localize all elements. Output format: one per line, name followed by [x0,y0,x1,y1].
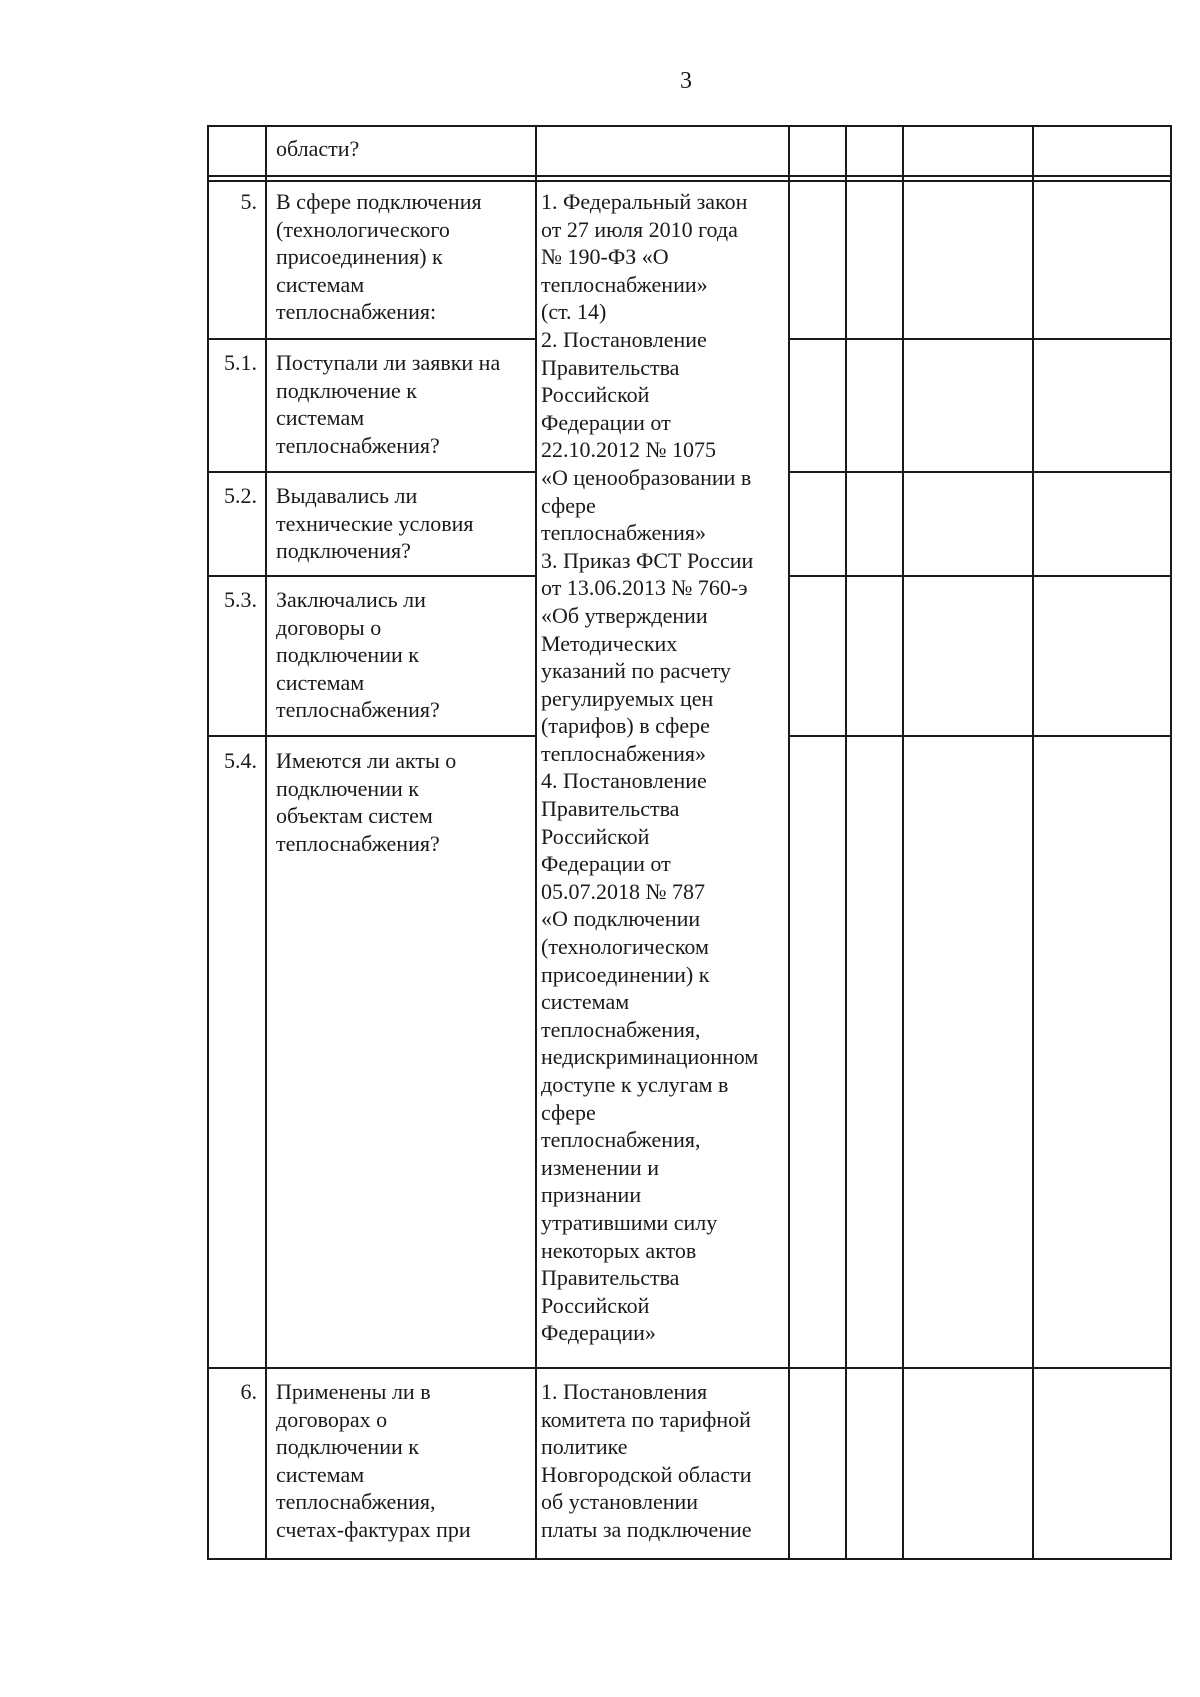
row-number: 5.2. [224,483,257,508]
row-divider [207,575,537,577]
row-divider [207,735,537,737]
question-text: Выдавались ли технические условия подключения? [276,483,474,564]
column-divider [1032,125,1034,1560]
page-number: 3 [680,68,692,94]
row-divider [790,575,1172,577]
row-number: 6. [240,1379,257,1404]
row-number: 5.4. [224,748,257,773]
row-number: 5. [240,189,257,214]
row-divider [790,471,1172,473]
row-divider [207,338,537,340]
row-divider [207,180,1172,182]
column-divider [845,125,847,1560]
question-text: Поступали ли заявки на подключение к системам теплоснабжения? [276,350,501,458]
column-divider [902,125,904,1560]
question-text: В сфере подключения (технологического присоединения) к системам теплоснабжения: [276,189,482,325]
column-divider [265,125,267,1560]
question-text: Применены ли в договорах о подключении к системам теплоснабжения, счетах-фактурах при [276,1379,471,1542]
question-text: области? [276,136,360,161]
column-divider [788,125,790,1560]
row-divider [207,471,537,473]
table-bottom-border [207,1558,1172,1560]
row-divider [790,338,1172,340]
column-divider [535,125,537,1560]
question-text: Заключались ли договоры о подключении к системам теплоснабжения? [276,587,440,723]
legal-requisites: 1. Федеральный закон от 27 июля 2010 года № 190-ФЗ «О теплоснабжении» (ст. 14) 2. Постановление Правительства Российской Федерации от 22.10.2012 № 1075 «О ценообразовании в сфере теплоснабжения» 3. Приказ ФСТ России от 13.06.2013 № 760-э «Об утверждении Методических указаний по расчету регулируемых цен (тарифов) в сфере теплоснабжения» 4. Постановление Правительства Российской Федерации от 05.07.2018 № 787 «О подключении (технологическом присоединении) к системам теплоснабжения, недискриминационном доступе к услугам в сфере теплоснабжения, изменении и признании утратившими силу некоторых актов Правительства Российской Федерации» [541,189,759,1346]
row-number: 5.1. [224,350,257,375]
table-left-border [207,125,209,1560]
table-right-border [1170,125,1172,1560]
table-top-border [207,125,1172,127]
row-divider [207,1367,1172,1369]
legal-requisites: 1. Постановления комитета по тарифной политике Новгородской области об установлении платы за подключение [541,1379,752,1542]
row-number: 5.3. [224,587,257,612]
row-divider [790,735,1172,737]
row-divider [207,175,1172,177]
question-text: Имеются ли акты о подключении к объектам систем теплоснабжения? [276,748,457,856]
